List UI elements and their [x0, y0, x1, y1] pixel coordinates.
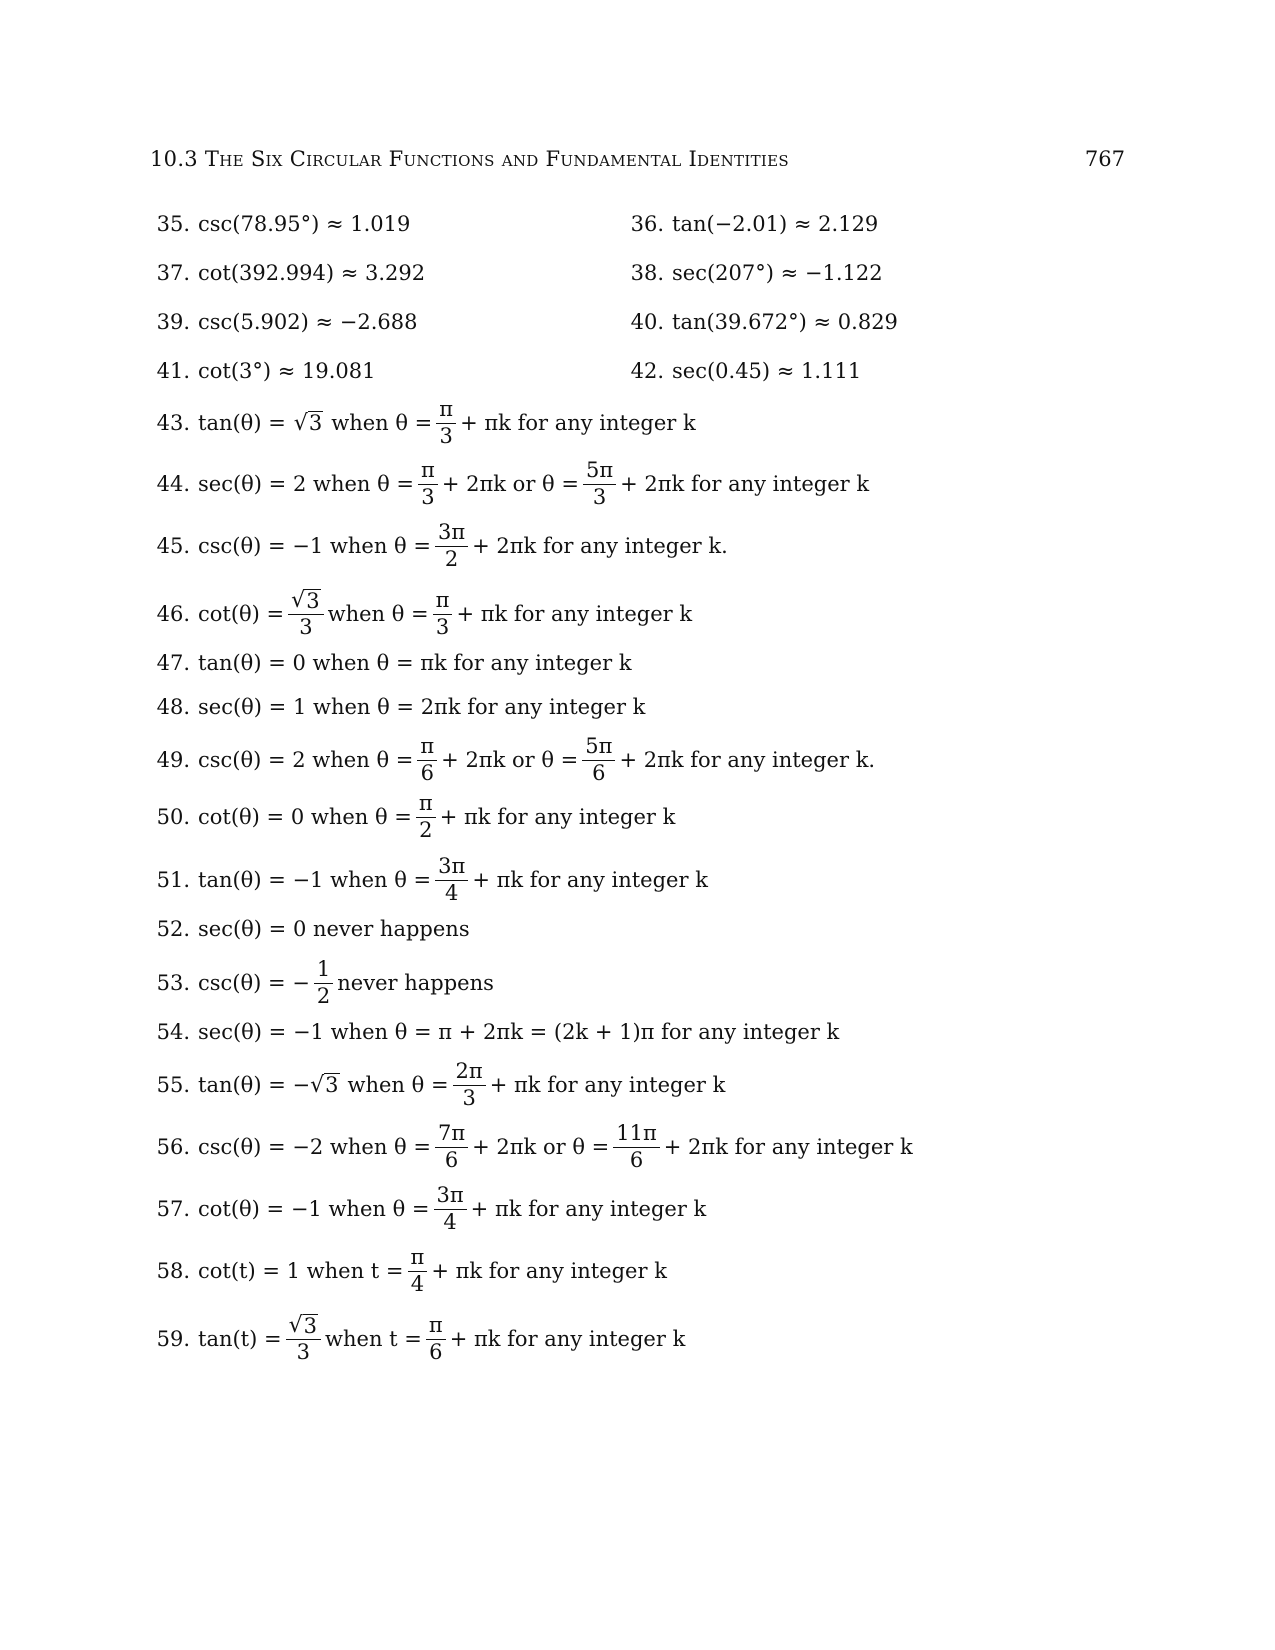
exercise-57: 57. cot(θ) = −1 when θ = $\frac{3\pi}{4}$ + πk for any integer k	[156, 1183, 707, 1234]
exercise-56: 56. csc(θ) = −2 when θ = $\frac{7\pi}{6}$ + 2πk or θ = $\frac{11\pi}{6}$ + 2πk for any integer k	[156, 1121, 913, 1172]
exercise-44: 44. sec(θ) = 2 when θ = $\frac{\pi}{3}$ + 2πk or θ = $\frac{5\pi}{3}$ + 2πk for any integer k	[156, 458, 870, 509]
exercise-36: 36. tan(−2.01) ≈ 2.129	[630, 212, 879, 236]
exercise-51: 51. tan(θ) = −1 when θ = $\frac{3\pi}{4}$ + πk for any integer k	[156, 854, 708, 905]
exercise-49: 49. csc(θ) = 2 when θ = $\frac{\pi}{6}$ + 2πk or θ = $\frac{5\pi}{6}$ + 2πk for any integer k.	[156, 734, 876, 785]
answer: csc(78.95°) ≈ 1.019	[198, 212, 411, 236]
fraction: $\frac{\pi}{3}$	[433, 589, 453, 638]
fraction: √ 3 3	[286, 1314, 321, 1364]
fraction: $\frac{5\pi}{6}$	[582, 735, 615, 784]
section-title: 10.3 The Six Circular Functions and Fundamental Identities	[150, 147, 789, 171]
exercise-42: 42. sec(0.45) ≈ 1.111	[630, 359, 862, 383]
answer: tan(−2.01) ≈ 2.129	[672, 212, 879, 236]
exercise-45: 45. csc(θ) = −1 when θ = $\frac{3\pi}{2}$ + 2πk for any integer k.	[156, 520, 728, 571]
answer: cot(3°) ≈ 19.081	[198, 359, 376, 383]
exercise-47: 47. tan(θ) = 0 when θ = πk for any integer k	[156, 651, 632, 675]
exercise-52: 52. sec(θ) = 0 never happens	[156, 917, 470, 941]
fraction: $\frac{11\pi}{6}$	[613, 1122, 660, 1171]
exercise-48: 48. sec(θ) = 1 when θ = 2πk for any integer k	[156, 695, 646, 719]
sqrt-3: √ 3	[293, 410, 323, 436]
exercise-55: 55. tan(θ) = − √ 3 when θ = $\frac{2\pi}{3}$ + πk for any integer k	[156, 1059, 726, 1110]
fraction: $\frac{5\pi}{3}$	[583, 459, 616, 508]
exercise-35: 35. csc(78.95°) ≈ 1.019	[156, 212, 411, 236]
exercise-50: 50. cot(θ) = 0 when θ = $\frac{\pi}{2}$ + πk for any integer k	[156, 791, 676, 842]
fraction: $\frac{3\pi}{4}$	[434, 1184, 467, 1233]
fraction: $\frac{\pi}{2}$	[416, 792, 436, 841]
exercise-59: 59. tan(t) = √ 3 3 when t = $\frac{\pi}{6}$ + πk for any integer k	[156, 1312, 686, 1365]
fraction: $\frac{\pi}{6}$	[426, 1314, 446, 1363]
fraction: √ 3 3	[288, 589, 323, 639]
exercise-41: 41. cot(3°) ≈ 19.081	[156, 359, 376, 383]
exercise-53: 53. csc(θ) = − $\frac{1}{2}$ never happens	[156, 957, 494, 1008]
fraction: $\frac{3\pi}{2}$	[435, 521, 468, 570]
fraction: $\frac{7\pi}{6}$	[435, 1122, 468, 1171]
fraction: $\frac{\pi}{6}$	[417, 735, 437, 784]
fraction: $\frac{2\pi}{3}$	[453, 1060, 486, 1109]
answer: cot(392.994) ≈ 3.292	[198, 261, 426, 285]
exercise-38: 38. sec(207°) ≈ −1.122	[630, 261, 883, 285]
answer: sec(0.45) ≈ 1.111	[672, 359, 862, 383]
exercise-43: 43. tan(θ) = √ 3 when θ = $\frac{\pi}{3}$ + πk for any integer k	[156, 397, 696, 448]
sqrt-3: √ 3	[310, 1072, 339, 1098]
page-number: 767	[1084, 147, 1125, 171]
exercise-39: 39. csc(5.902) ≈ −2.688	[156, 310, 418, 334]
answer: sec(207°) ≈ −1.122	[672, 261, 883, 285]
exercise-40: 40. tan(39.672°) ≈ 0.829	[630, 310, 898, 334]
fraction: $\frac{\pi}{4}$	[408, 1246, 428, 1295]
fraction: $\frac{3\pi}{4}$	[435, 855, 468, 904]
fraction: $\frac{1}{2}$	[314, 958, 333, 1007]
exercise-54: 54. sec(θ) = −1 when θ = π + 2πk = (2k + 1)π for any integer k	[156, 1020, 840, 1044]
answer: csc(5.902) ≈ −2.688	[198, 310, 418, 334]
exercise-37: 37. cot(392.994) ≈ 3.292	[156, 261, 426, 285]
running-header	[150, 147, 1125, 171]
fraction: $\frac{\pi}{3}$	[418, 459, 438, 508]
answer: tan(39.672°) ≈ 0.829	[672, 310, 898, 334]
exercise-46: 46. cot(θ) = √ 3 3 when θ = $\frac{\pi}{3}$ + πk for any integer k	[156, 587, 693, 640]
exercise-58: 58. cot(t) = 1 when t = $\frac{\pi}{4}$ + πk for any integer k	[156, 1245, 667, 1296]
fraction: $\frac{\pi}{3}$	[436, 398, 456, 447]
